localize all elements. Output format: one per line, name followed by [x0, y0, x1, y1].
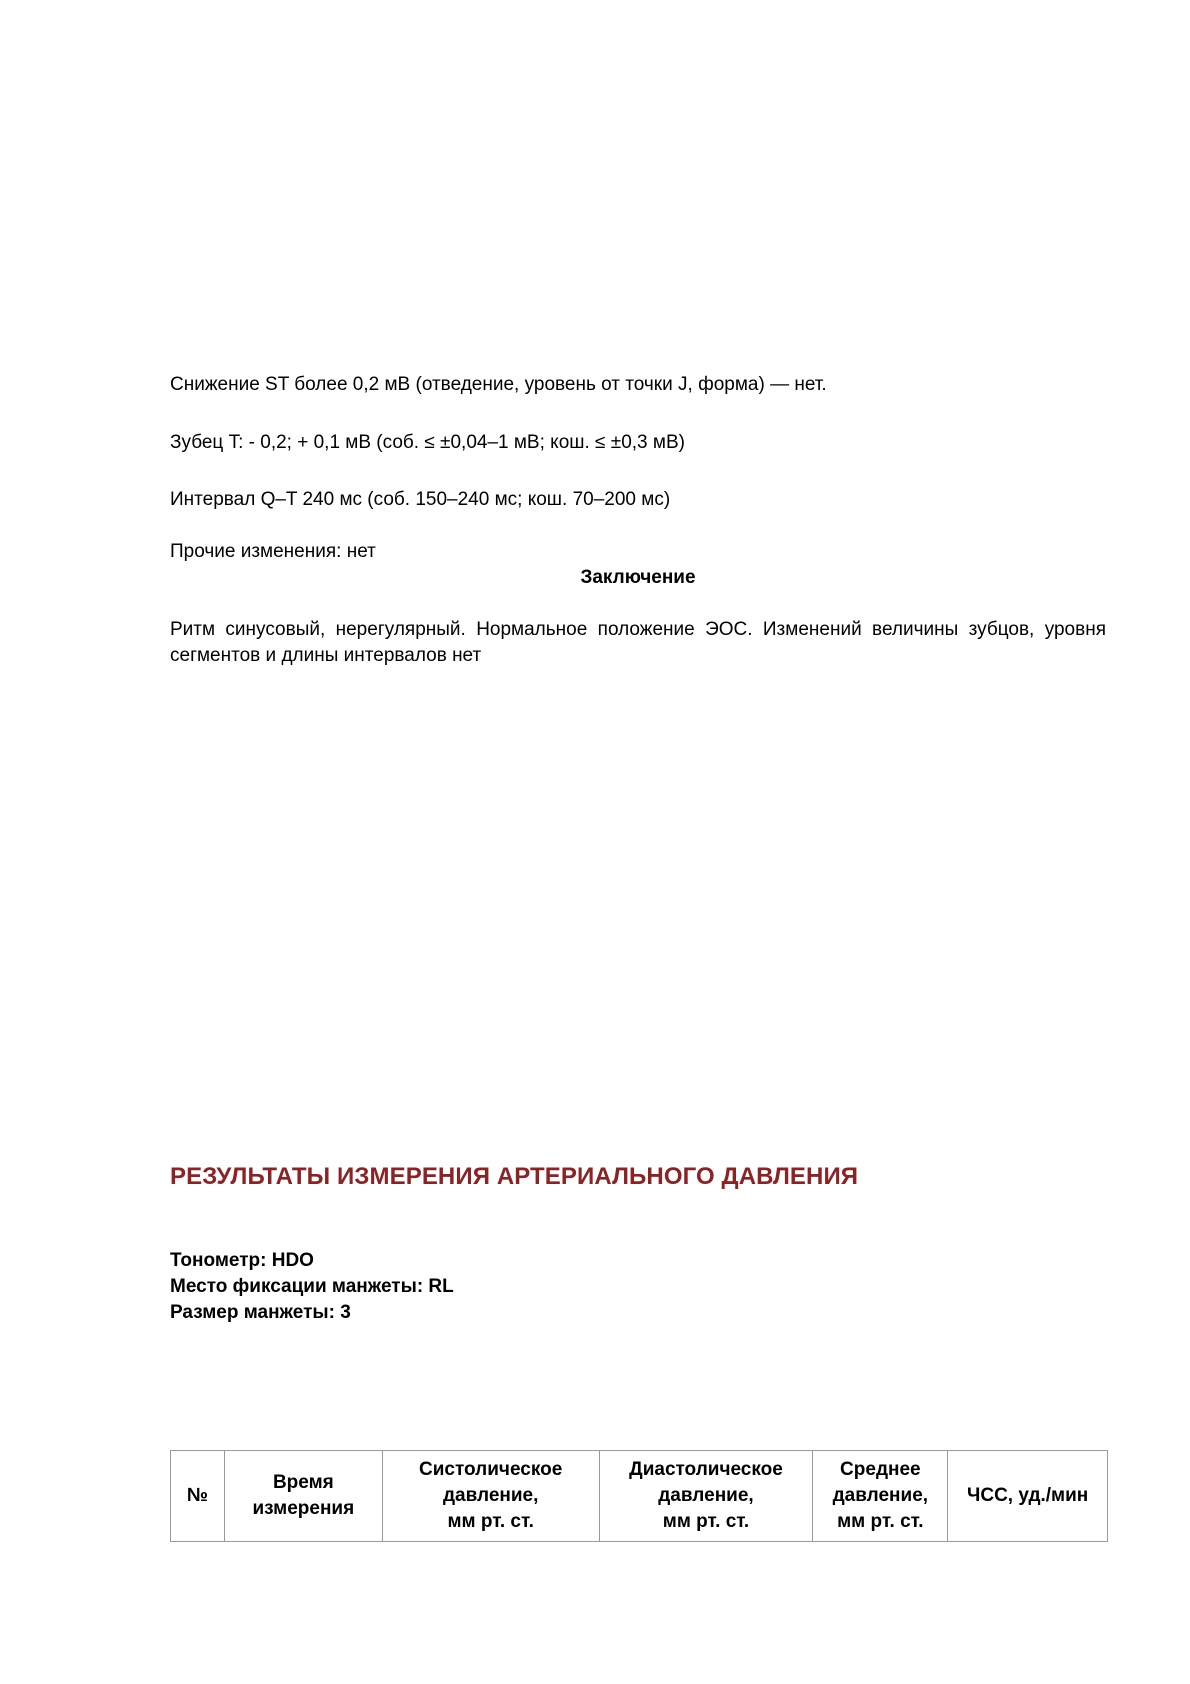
bp-section-title: РЕЗУЛЬТАТЫ ИЗМЕРЕНИЯ АРТЕРИАЛЬНОГО ДАВЛЕНИЯ — [170, 1163, 859, 1190]
col-header-time: Время измерения — [224, 1451, 382, 1542]
col-header-heart-rate: ЧСС, уд./мин — [948, 1451, 1108, 1542]
bp-table-header-row — [171, 1451, 1108, 1542]
col-header-number: № — [171, 1451, 225, 1542]
t-wave-line: Зубец T: - 0,2; + 0,1 мВ (соб. ≤ ±0,04–1 мВ; кош. ≤ ±0,3 мВ) — [170, 432, 685, 453]
bp-meta-block — [170, 1248, 454, 1326]
st-depression-line: Снижение ST более 0,2 мВ (отведение, уровень от точки J, форма) — нет. — [170, 374, 827, 395]
col-header-diastolic: Диастолическое давление, мм рт. ст. — [599, 1451, 813, 1542]
bp-table — [170, 1450, 1108, 1542]
tonometer-line: Тонометр: HDO — [170, 1250, 314, 1271]
conclusion-text: Ритм синусовый, нерегулярный. Нормальное положение ЭОС. Изменений величины зубцов, уровня сегментов и длины интервалов нет — [170, 619, 1106, 666]
cuff-size-line: Размер манжеты: 3 — [170, 1302, 351, 1323]
col-header-mean: Среднее давление, мм рт. ст. — [813, 1451, 948, 1542]
other-changes-line: Прочие изменения: нет — [170, 541, 376, 562]
cuff-site-line: Место фиксации манжеты: RL — [170, 1276, 454, 1297]
qt-interval-line: Интервал Q–T 240 мс (соб. 150–240 мс; кош. 70–200 мс) — [170, 489, 671, 510]
conclusion-heading: Заключение — [580, 567, 696, 588]
col-header-systolic: Систолическое давление, мм рт. ст. — [382, 1451, 599, 1542]
